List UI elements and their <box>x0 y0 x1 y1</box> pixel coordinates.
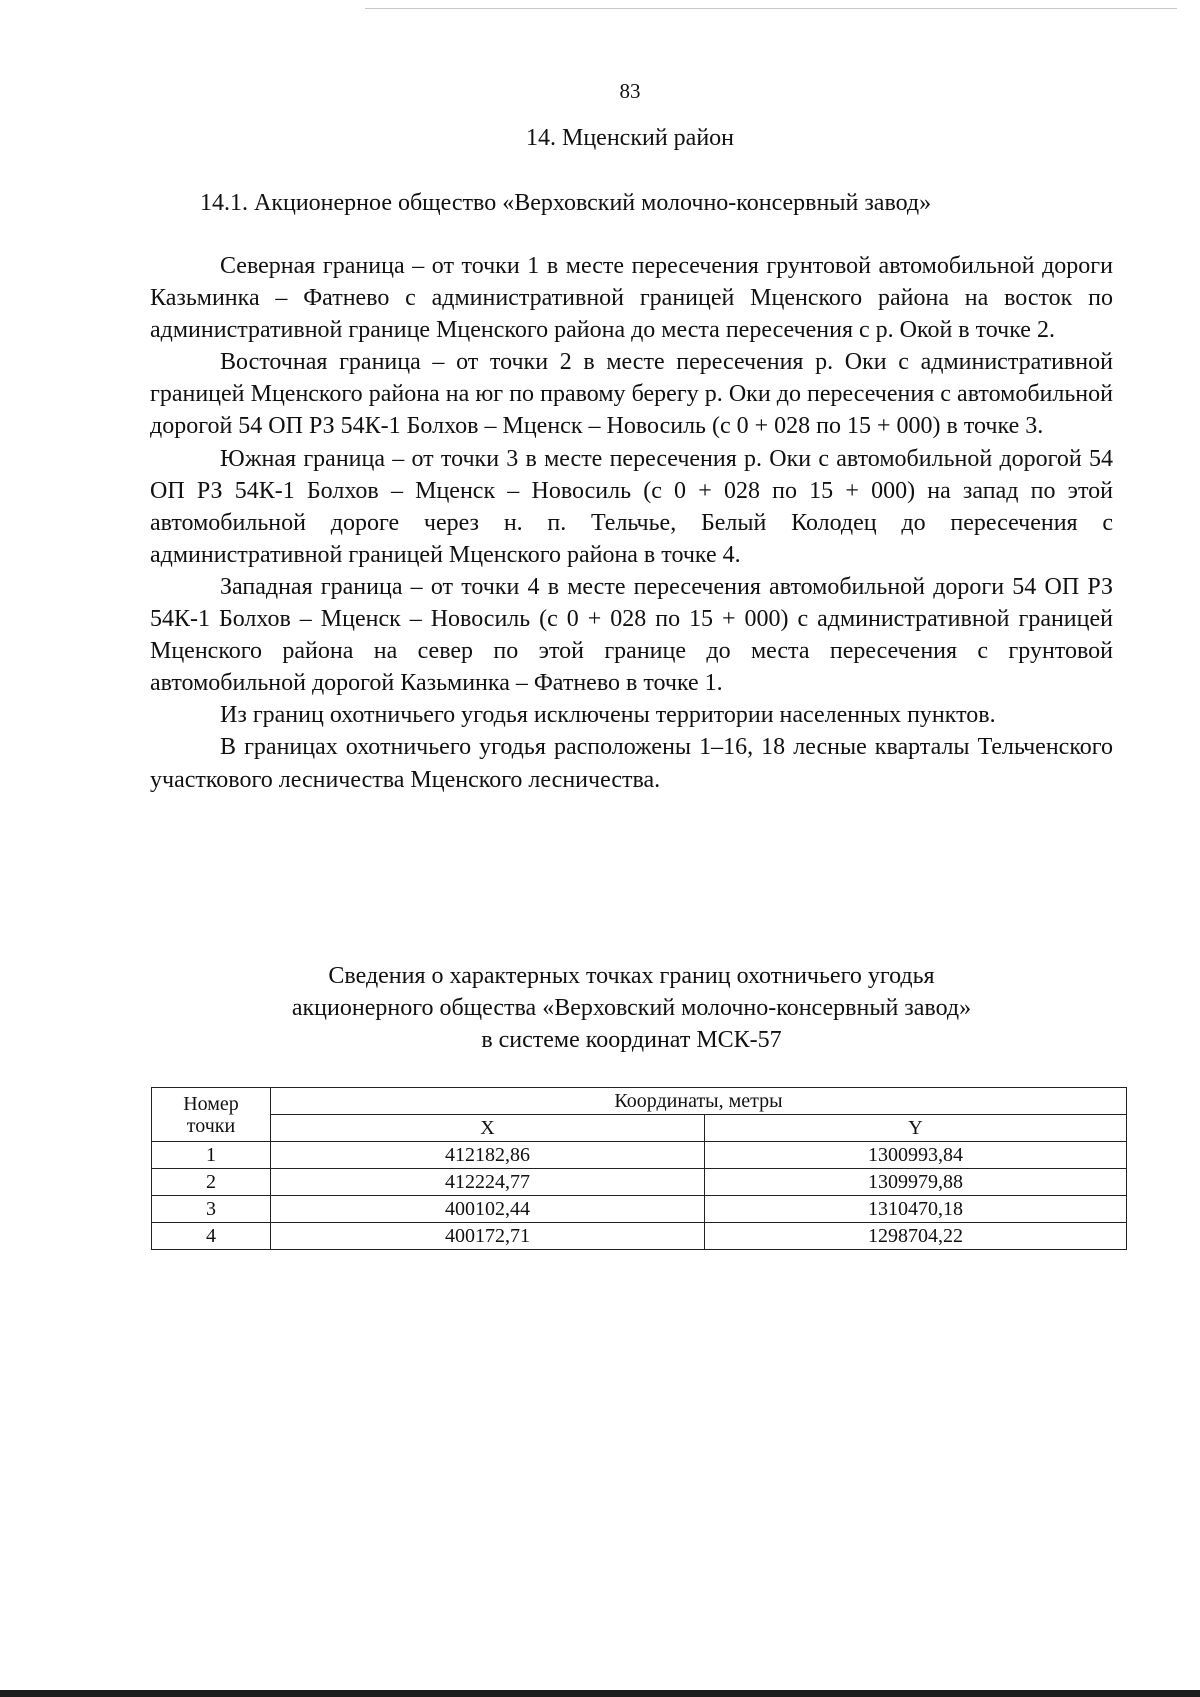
cell-y: 1310470,18 <box>705 1196 1127 1223</box>
table-row <box>152 1169 1127 1196</box>
page-number: 83 <box>619 79 641 103</box>
body-text <box>150 250 1113 796</box>
cell-x: 400102,44 <box>271 1196 705 1223</box>
table-row <box>152 1142 1127 1169</box>
cell-point: 3 <box>152 1196 271 1223</box>
paragraph-south-boundary: Южная граница – от точки 3 в месте пересечения р. Оки с автомобильной дорогой 54 ОП РЗ 54К-1 Болхов – Мценск – Новосиль (с 0 + 028 по 15 + 000) на запад по этой автомобильной дороге через н. п. Тельчье, Белый Колодец до пересечения с административной границей Мценского района в точке 4. <box>150 445 1113 568</box>
cell-y: 1309979,88 <box>705 1169 1127 1196</box>
paragraph-west-boundary: Западная граница – от точки 4 в месте пересечения автомобильной дороги 54 ОП РЗ 54К-1 Болхов – Мценск – Новосиль (с 0 + 028 по 15 + 000) с административной границей Мценского района на север по этой границе до места пересечения с грунтовой автомобильной дорогой Казьминка – Фатнево в точке 1. <box>150 573 1113 697</box>
cell-y: 1300993,84 <box>705 1142 1127 1169</box>
cell-x: 400172,71 <box>271 1223 705 1250</box>
header-point-line: Номер <box>183 1092 239 1115</box>
cell-point: 4 <box>152 1223 271 1250</box>
cell-x: 412224,77 <box>271 1169 705 1196</box>
cell-point: 2 <box>152 1169 271 1196</box>
section-title: 14. Мценский район <box>525 125 735 151</box>
table-caption-line: акционерного общества «Верховский молочно-консервный завод» <box>291 995 972 1021</box>
header-y: Y <box>705 1115 1127 1142</box>
table-row <box>152 1223 1127 1250</box>
header-point-number <box>152 1088 271 1142</box>
header-point-line: точки <box>186 1114 236 1137</box>
table-header-row <box>152 1088 1127 1115</box>
table-caption-line: Сведения о характерных точках границ охотничьего угодья <box>328 963 935 989</box>
scan-edge-line <box>365 8 1177 9</box>
paragraph-east-boundary: Восточная граница – от точки 2 в месте пересечения р. Оки с административной границей Мценского района на юг по правому берегу р. Оки до пересечения с автомобильной дорогой 54 ОП РЗ 54К-1 Болхов – Мценск – Новосиль (с 0 + 028 по 15 + 000) в точке 3. <box>150 349 1113 440</box>
table-row <box>152 1196 1127 1223</box>
table-subheader-row <box>152 1115 1127 1142</box>
paragraph-exclusions: Из границ охотничьего угодья исключены территории населенных пунктов. <box>220 702 996 729</box>
cell-x: 412182,86 <box>271 1142 705 1169</box>
table-caption-line: в системе координат МСК-57 <box>481 1027 782 1053</box>
paragraph-north-boundary: Северная граница – от точки 1 в месте пересечения грунтовой автомобильной дороги Казьминка – Фатнево с административной границей Мценского района на восток по административной границе Мценского района до места пересечения с р. Окой в точке 2. <box>150 253 1113 344</box>
cell-point: 1 <box>152 1142 271 1169</box>
subsection-title: 14.1. Акционерное общество «Верховский молочно-консервный завод» <box>200 190 932 216</box>
coordinates-table <box>151 1087 1127 1250</box>
cell-y: 1298704,22 <box>705 1223 1127 1250</box>
scan-edge-bar <box>0 1690 1200 1697</box>
table-caption <box>150 960 1113 1056</box>
header-coordinates: Координаты, метры <box>271 1088 1127 1115</box>
paragraph-forest-quarters: В границах охотничьего угодья расположены 1–16, 18 лесные кварталы Тельченского участкового лесничества Мценского лесничества. <box>150 734 1113 793</box>
header-x: X <box>271 1115 705 1142</box>
